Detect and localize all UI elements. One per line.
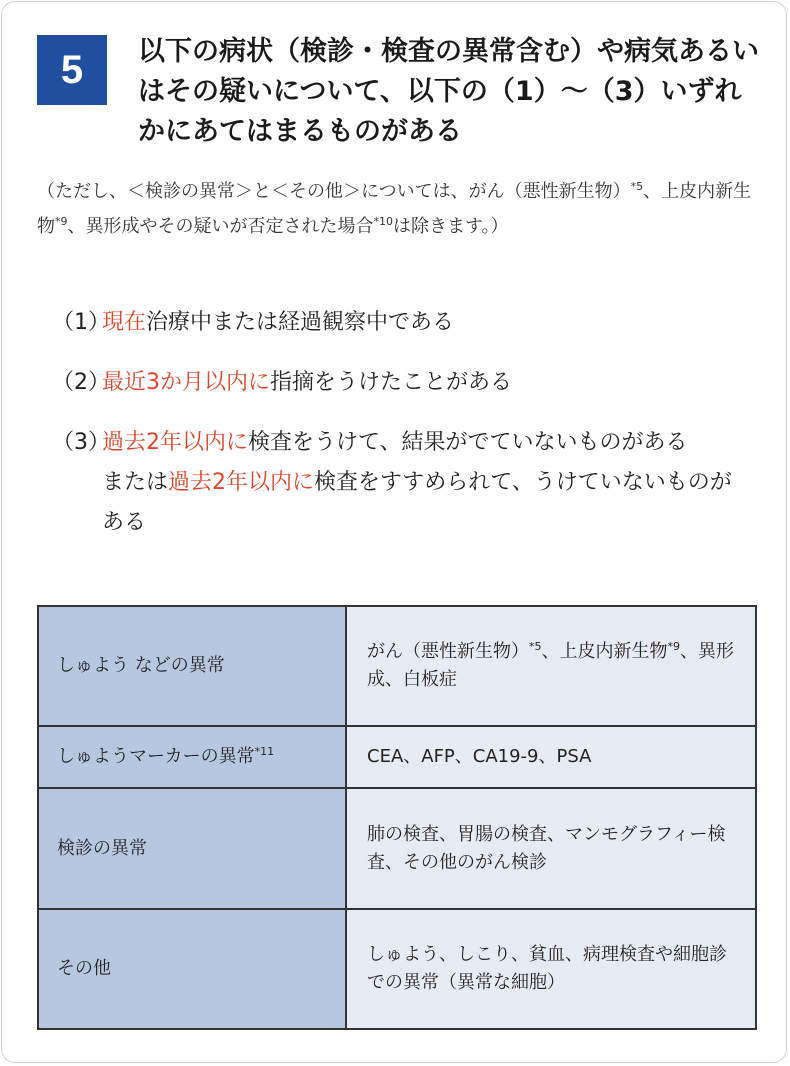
condition-item-2 bbox=[52, 363, 752, 403]
table-row bbox=[38, 788, 756, 908]
row-label-text: しゅよう などの異常 bbox=[57, 655, 225, 677]
note-ref-10: *10 bbox=[373, 215, 393, 228]
highlight-text: 最近3か月以内に bbox=[102, 370, 270, 395]
table-row bbox=[38, 909, 756, 1029]
row-value-ref: *5 bbox=[529, 640, 542, 654]
highlight-text-2: 過去2年以内に bbox=[168, 470, 315, 495]
row-value bbox=[346, 788, 756, 908]
condition-text bbox=[102, 363, 742, 403]
row-label bbox=[38, 606, 346, 726]
table-row bbox=[38, 606, 756, 726]
row-value-text: がん（悪性新生物） bbox=[367, 641, 529, 663]
condition-item-3 bbox=[52, 423, 752, 543]
condition-item-1 bbox=[52, 303, 752, 343]
condition-rest-2: 検査をすすめられて、うけていないものがある bbox=[102, 470, 732, 535]
note-text-4: は除きます。） bbox=[393, 216, 509, 237]
row-value bbox=[346, 726, 756, 788]
row-value-ref-2: *9 bbox=[667, 640, 680, 654]
condition-or: または bbox=[102, 470, 169, 495]
row-label-text: しゅようマーカーの異常 bbox=[57, 746, 255, 768]
condition-number: （2） bbox=[52, 370, 110, 395]
exclusion-note bbox=[37, 174, 757, 244]
row-value-text-2: 、上皮内新生物 bbox=[541, 641, 668, 663]
row-value bbox=[346, 606, 756, 726]
note-ref-5: *5 bbox=[630, 180, 644, 193]
condition-text bbox=[102, 303, 742, 343]
row-label bbox=[38, 726, 346, 788]
row-value-text-3: 、異形成、白板症 bbox=[367, 641, 734, 691]
condition-list bbox=[52, 303, 752, 563]
row-value bbox=[346, 909, 756, 1029]
highlight-text: 過去2年以内に bbox=[102, 430, 248, 455]
row-value-text: CEA、AFP、CA19-9、PSA bbox=[367, 746, 592, 768]
condition-number: （1） bbox=[52, 310, 110, 335]
condition-rest: 指摘をうけたことがある bbox=[270, 370, 513, 395]
question-card bbox=[1, 1, 787, 1063]
note-ref-9: *9 bbox=[55, 215, 68, 228]
note-text-1: （ただし、＜検診の異常＞と＜その他＞については、がん（悪性新生物） bbox=[37, 181, 631, 202]
row-label-ref: *11 bbox=[254, 745, 275, 759]
highlight-text: 現在 bbox=[102, 310, 147, 335]
row-label-text: その他 bbox=[57, 957, 111, 979]
question-heading: 以下の病状（検診・検査の異常含む）や病気あるいはその疑いについて、以下の（1）～（3）いずれかにあてはまるものがある bbox=[138, 36, 759, 147]
table-row bbox=[38, 726, 756, 788]
condition-rest: 治療中または経過観察中である bbox=[146, 310, 455, 335]
note-text-3: 、異形成やその疑いが否定された場合 bbox=[67, 216, 374, 237]
row-label bbox=[38, 909, 346, 1029]
condition-rest: 検査をうけて、結果がでていないものがある bbox=[248, 430, 688, 455]
note-text-2: 、上皮内新生物 bbox=[37, 181, 752, 237]
row-value-text: 肺の検査、胃腸の検査、マンモグラフィー検査、その他のがん検診 bbox=[367, 823, 726, 873]
question-number-badge: 5 bbox=[37, 35, 107, 105]
condition-number: （3） bbox=[52, 430, 110, 455]
row-label bbox=[38, 788, 346, 908]
condition-text bbox=[102, 423, 742, 543]
row-value-text: しゅよう、しこり、貧血、病理検査や細胞診での異常（異常な細胞） bbox=[367, 943, 727, 993]
row-label-text: 検診の異常 bbox=[57, 837, 147, 859]
abnormality-table bbox=[37, 605, 757, 1030]
